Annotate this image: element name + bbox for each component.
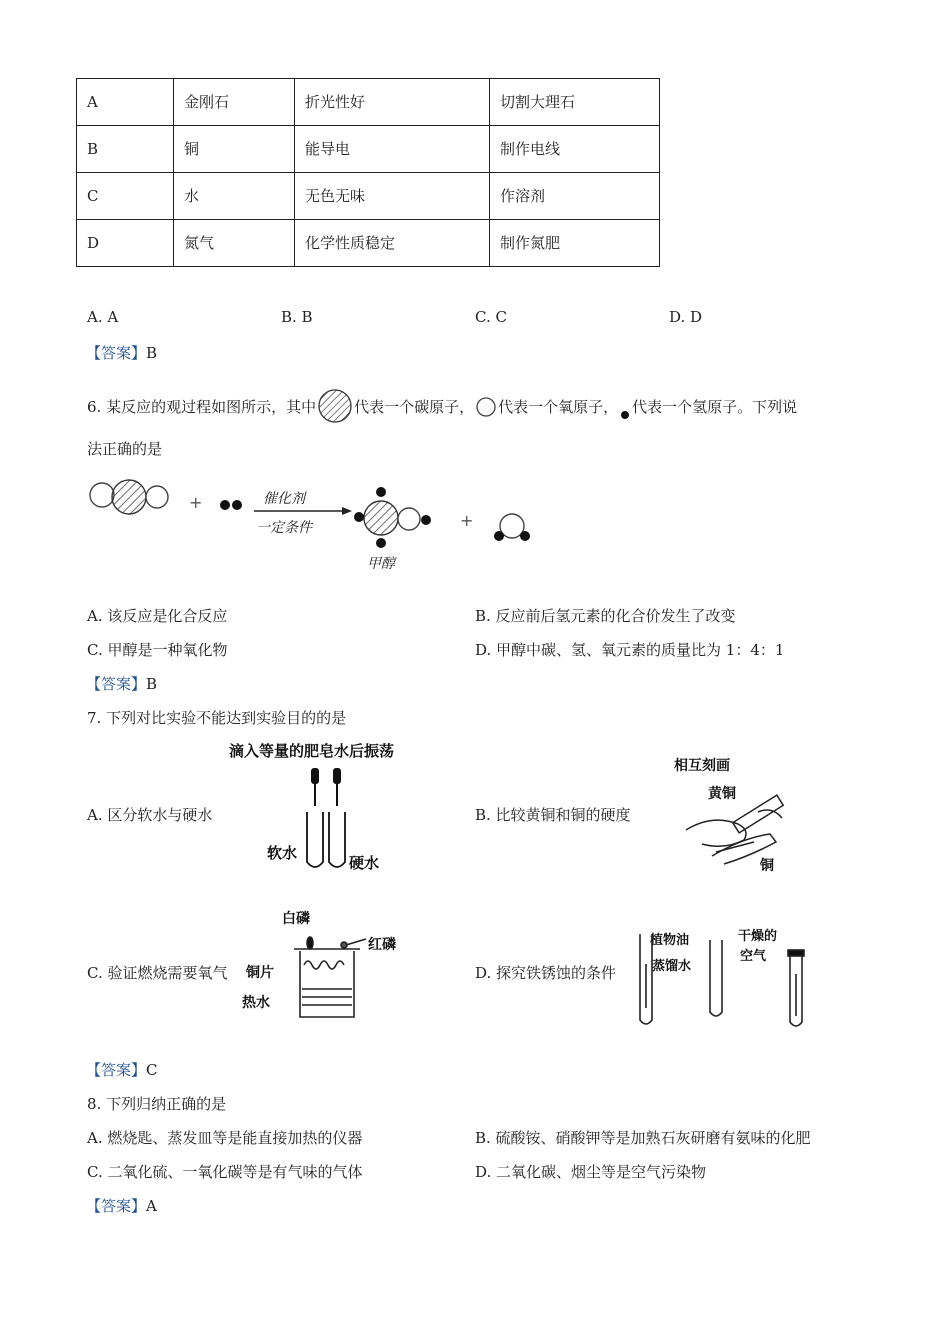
q7-answer	[86, 1059, 158, 1080]
hydrogen-atom-icon	[619, 404, 631, 420]
copper-plate-label: 铜片	[246, 965, 274, 981]
q8-stem: 8. 下列归纳正确的是	[87, 1095, 227, 1113]
reaction-arrow	[254, 507, 352, 515]
carbon-atom-icon	[317, 388, 353, 424]
table-cell: 氮气	[174, 220, 295, 267]
catalyst-label: 催化剂	[263, 491, 305, 507]
answer-tag: 【答案】	[86, 675, 147, 693]
table-cell: 金刚石	[174, 79, 295, 126]
table-cell: 制作氮肥	[490, 220, 660, 267]
q8-option-c: C. 二氧化硫、一氧化碳等是有气味的气体	[87, 1163, 363, 1181]
answer-value: C	[146, 1061, 158, 1079]
table-row	[77, 173, 660, 220]
dry-air-label: 空气	[740, 949, 767, 964]
table-cell: 能导电	[295, 126, 490, 173]
table-cell: 化学性质稳定	[295, 220, 490, 267]
reaction-diagram	[80, 470, 550, 580]
table-cell: 切割大理石	[490, 79, 660, 126]
table-cell: 无色无味	[295, 173, 490, 220]
table-cell: 折光性好	[295, 79, 490, 126]
table-cell: 作溶剂	[490, 173, 660, 220]
copper-label: 铜	[760, 858, 774, 874]
figure-soap-water-test	[225, 738, 425, 878]
methanol-molecule	[354, 487, 431, 548]
hands-with-plates	[686, 795, 783, 864]
q5-option-a: A. A	[87, 308, 119, 326]
q6-answer	[86, 673, 157, 694]
table-cell: B	[77, 126, 174, 173]
vegetable-oil-label: 植物油	[650, 933, 690, 948]
q6-option-c: C. 甲醇是一种氧化物	[87, 641, 228, 659]
dropper-left	[311, 768, 319, 806]
table-cell: 铜	[174, 126, 295, 173]
figure-caption: 滴入等量的肥皂水后振荡	[229, 742, 395, 760]
hard-water-label: 硬水	[349, 854, 380, 872]
q6-option-d: D. 甲醇中碳、氢、氧元素的质量比为 1：4：1	[475, 641, 785, 659]
table-row	[77, 79, 660, 126]
answer-tag: 【答案】	[86, 1197, 147, 1215]
table-cell: D	[77, 220, 174, 267]
red-phosphorus-label: 红磷	[368, 937, 396, 953]
white-phosphorus-label: 白磷	[282, 911, 310, 927]
hot-water-label: 热水	[242, 995, 270, 1011]
answer-value: B	[146, 675, 158, 693]
stem-text: 6. 某反应的观过程如图所示，其中	[87, 398, 317, 416]
property-use-table	[76, 78, 660, 267]
q7-option-b: B. 比较黄铜和铜的硬度	[475, 806, 631, 824]
condition-label: 一定条件	[256, 520, 312, 536]
table-row	[77, 126, 660, 173]
q8-option-a: A. 燃烧匙、蒸发皿等是能直接加热的仪器	[87, 1129, 363, 1147]
q5-option-d: D. D	[669, 308, 703, 326]
stem-text: 代表一个氢原子。下列说	[632, 398, 798, 416]
table-cell: C	[77, 173, 174, 220]
q7-option-a: A. 区分软水与硬水	[87, 806, 213, 824]
test-tube-left	[307, 812, 323, 867]
oxygen-atom-icon	[475, 396, 497, 418]
answer-tag: 【答案】	[86, 344, 147, 362]
beaker-apparatus	[294, 937, 366, 1017]
q8-option-d: D. 二氧化碳、烟尘等是空气污染物	[475, 1163, 707, 1181]
q5-option-c: C. C	[475, 308, 507, 326]
plus-sign: +	[460, 511, 474, 530]
q7-option-c: C. 验证燃烧需要氧气	[87, 964, 228, 982]
answer-value: B	[146, 344, 158, 362]
water-molecule	[494, 514, 530, 541]
table-cell: 水	[174, 173, 295, 220]
soft-water-label: 软水	[267, 844, 298, 862]
plus-sign: +	[189, 493, 203, 512]
answer-value: A	[146, 1197, 157, 1215]
methanol-label: 甲醇	[367, 556, 395, 572]
dry-label: 干燥的	[738, 929, 778, 944]
co2-molecule	[90, 480, 168, 514]
h2-molecule	[220, 500, 242, 510]
figure-hardness-compare	[672, 752, 802, 878]
answer-tag: 【答案】	[86, 1061, 147, 1079]
q6-option-a: A. 该反应是化合反应	[87, 607, 228, 625]
q8-answer	[86, 1195, 157, 1216]
figure-combustion-test	[238, 905, 418, 1025]
q7-option-d: D. 探究铁锈蚀的条件	[475, 964, 617, 982]
scratch-label: 相互刻画	[674, 758, 730, 774]
stem-text: 代表一个碳原子，	[354, 398, 475, 416]
q6-stem-line1	[87, 388, 797, 424]
distilled-water-label: 蒸馏水	[652, 959, 692, 974]
dropper-right	[333, 768, 341, 806]
q7-stem: 7. 下列对比实验不能达到实验目的的是	[87, 709, 347, 727]
q8-option-b: B. 硫酸铵、硝酸钾等是加熟石灰研磨有氨味的化肥	[475, 1129, 811, 1147]
q5-answer	[86, 342, 157, 363]
table-cell: 制作电线	[490, 126, 660, 173]
stem-text: 代表一个氧原子，	[498, 398, 619, 416]
q6-option-b: B. 反应前后氢元素的化合价发生了改变	[475, 607, 736, 625]
brass-label: 黄铜	[708, 786, 736, 802]
figure-rusting-test	[628, 924, 818, 1032]
table-cell: A	[77, 79, 174, 126]
table-row	[77, 220, 660, 267]
test-tube-right	[329, 812, 345, 867]
q5-option-b: B. B	[281, 308, 313, 326]
q6-stem-line2: 法正确的是	[87, 440, 163, 458]
